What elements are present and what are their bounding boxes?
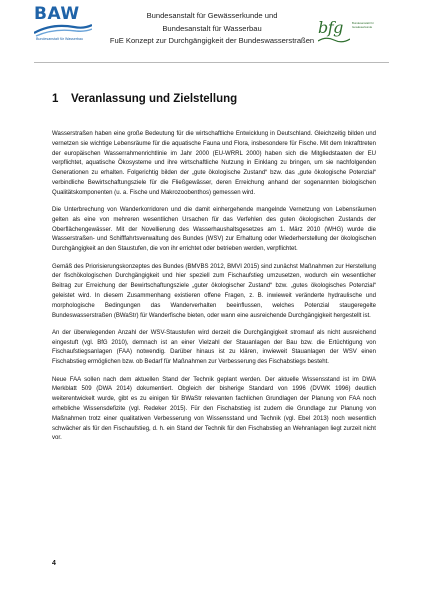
header-line-3: FuE Konzept zur Durchgängigkeit der Bundeswasserstraßen: [109, 36, 315, 45]
baw-logo-subtitle: Bundesanstalt für Wasserbau: [36, 37, 84, 41]
page-number: 4: [52, 560, 56, 567]
body-text: [52, 130, 376, 452]
bfg-wave-icon: [318, 36, 350, 44]
header-line-1: Bundesanstalt für Gewässerkunde und: [146, 11, 278, 20]
paragraph: Die Unterbrechung von Wanderkorridoren und die damit einhergehende mangelnde Vernetzung von Lebensräumen gelten als eine von mehreren wesentlichen Ursachen für das Verfehlen des guten ökologischen Zustands der Oberflächengewässer. Mit der Novellierung des Wasserhaushaltsgesetzes am 1. März 2010 (WHG) wurde die Wasserstraßen- und Schifffahrtsverwaltung des Bundes (WSV) zur Erhaltung oder Wiederherstellung der ökologischen Durchgängigkeit an den Staustufen, die von ihr errichtet oder betrieben werden, verpflichtet.: [52, 207, 376, 253]
section-number: 1: [52, 93, 59, 105]
page-header: [0, 0, 423, 62]
baw-logo: [34, 4, 92, 50]
bfg-logo-subtitle-line: Bundesanstalt für: [352, 21, 374, 25]
section-title-text: Veranlassung und Zielstellung: [71, 93, 238, 105]
section-heading: [52, 93, 237, 105]
paragraph: An der überwiegenden Anzahl der WSV-Staustufen wird derzeit die Durchgängigkeit stromauf als nicht ausreichend eingestuft (vgl. BfG 2010), demnach ist an einer Vielzahl der Stauanlagen der Bau bzw. die Ertüchtigung von Fischaufstiegsanlagen (FAA) notwendig. Darüber hinaus ist zu klären, inwieweit Stauanlagen der WSV einen Fischabstieg ermöglichen bzw. ob Bedarf für Maßnahmen zur Verbesserung des Fischabstiegs besteht.: [52, 329, 376, 366]
paragraph: Neue FAA sollen nach dem aktuellen Stand der Technik geplant werden. Der aktuelle Wissensstand ist im DWA Merkblatt 509 (DWA 2014) dokumentiert. Obgleich der bisherige Standard von 1996 (DVWK 1996) deutlich weiterentwickelt wurde, gibt es zu einigen für BWaStr relevanten fachlichen Grundlagen der Planung von FAA noch erhebliche Wissensdefizite (vgl. Redeker 2015). Für den Fischabstieg ist zudem die Grundlage zur Planung von Maßnahmen trotz einer qualitativen Verbesserung von Wissensstand und Technik (vgl. Ebel 2013) noch wesentlich schwächer als für den Fischaufstieg, d. h. ein Stand der Technik für den Fischabstieg an Wehranlagen liegt zurzeit nicht vor.: [52, 376, 376, 442]
paragraph: Wasserstraßen haben eine große Bedeutung für die wirtschaftliche Entwicklung in Deutschland. Gleichzeitig bilden und vernetzen sie wichtige Lebensräume für die aquatische Fauna und Flora, insbesondere für Fische. Mit dem Inkrafttreten der europäischen Wasserrahmenrichtlinie im Jahr 2000 (EU-WRRL 2000) haben sich die Mitgliedstaaten der EU verpflichtet, aquatische Ökosysteme und ihre wirtschaftliche Nutzung in Einklang zu bringen, um sie nachfolgenden Generationen zu erhalten. Folgerichtig bilden der „gute ökologische Zustand“ bzw. das „gute ökologische Potenzial“ verbindliche Bewirtschaftungsziele für die Fließgewässer, deren Erreichung anhand der sogenannten biologischen Qualitätskomponenten (u. a. Fische und Makrozoobenthos) gemessen wird.: [52, 131, 376, 196]
baw-wave-icon: [34, 21, 92, 37]
header-text: [98, 10, 326, 48]
bfg-logo-subtitle-line: Gewässerkunde: [352, 24, 373, 29]
header-divider: [34, 62, 389, 63]
bfg-logo: [318, 14, 388, 50]
bfg-logo-text: bfg: [318, 18, 343, 37]
paragraph: Gemäß des Priorisierungskonzeptes des Bundes (BMVBS 2012, BMVI 2015) sind zunächst Maßnahmen zur Herstellung der fischökologischen Durchgängigkeit und hier speziell zum Fischaufstieg umzusetzen, wodurch ein wesentlicher Beitrag zur Erreichung der Bewirtschaftungsziele „guter ökologischer Zustand“ bzw. „gutes ökologisches Potenzial“ geleistet wird. In diesem Zusammenhang existieren offene Fragen, z. B. inwieweit veränderte hydraulische und morphologische Bedingungen das Wanderverhalten beeinflussen, welches Potenzial staugeregelte Bundeswasserstraßen (BWaStr) für Wanderfische bieten, oder wann eine ausreichende Durchgängigkeit hergestellt ist.: [52, 263, 376, 319]
bfg-logo-subtitle: [352, 22, 390, 29]
baw-logo-text: BAW: [34, 4, 80, 24]
header-line-2: Bundesanstalt für Wasserbau: [162, 23, 262, 33]
